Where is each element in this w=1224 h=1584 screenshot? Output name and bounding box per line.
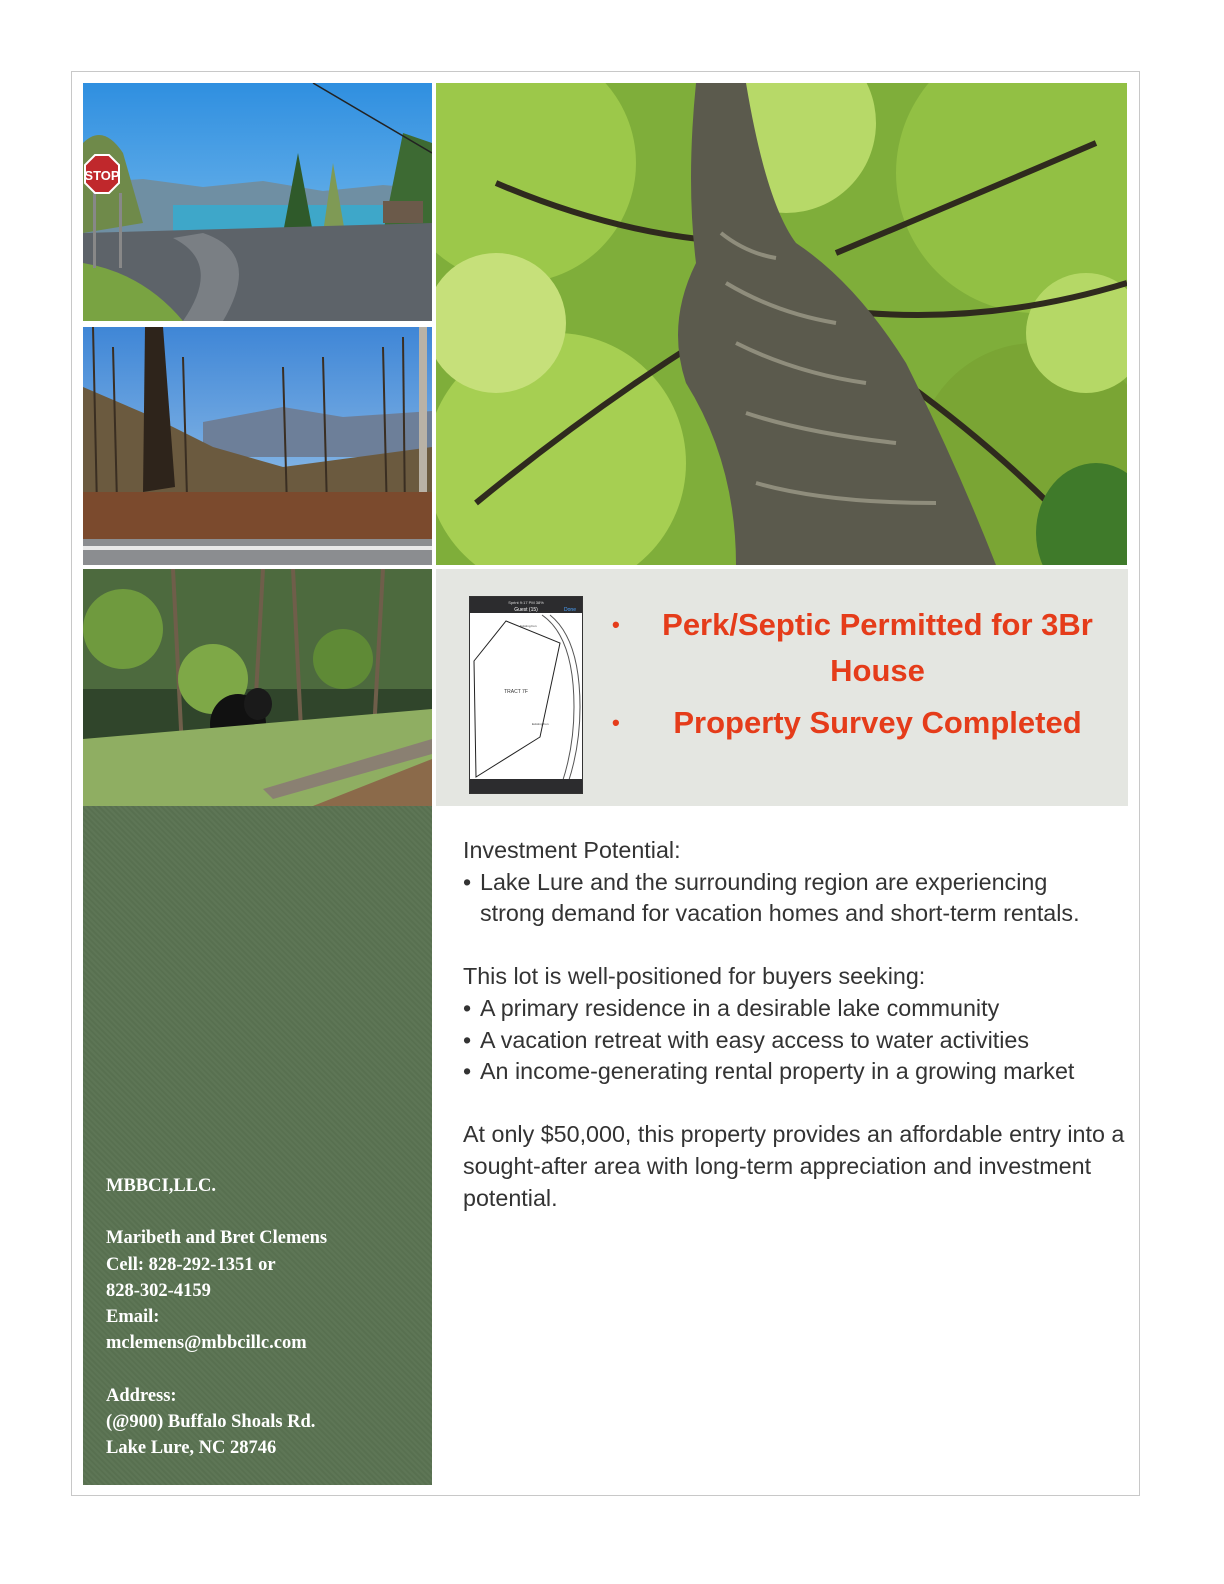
buyer-bullet: • A vacation retreat with easy access to water activities: [463, 1025, 1153, 1057]
bear-in-woods-photo: [83, 569, 432, 806]
contact-info: [106, 1173, 426, 1462]
cell-line-2: 828-302-4159: [106, 1280, 211, 1301]
highlights-list: [600, 602, 1110, 746]
investment-text: [463, 835, 1153, 1214]
survey-note-1: Existing Iron: [520, 624, 537, 628]
oak-tree-photo: [436, 83, 1127, 565]
contact-names: Maribeth and Bret Clemens: [106, 1228, 328, 1249]
lake-road-photo: [83, 83, 432, 321]
stop-sign-text: STOP: [84, 168, 120, 183]
survey-tract-label: TRACT 7F: [504, 689, 528, 695]
email-label: Email:: [106, 1307, 160, 1328]
cell-line-1: Cell: 828-292-1351 or: [106, 1254, 276, 1275]
company-name: MBBCI,LLC.: [106, 1176, 216, 1196]
survey-title: Guest (15): [514, 607, 538, 613]
highlight-text: Perk/Septic Permitted for 3Br House: [662, 607, 1093, 688]
highlight-item: [600, 700, 1110, 746]
buyer-bullet: • An income-generating rental property in a growing market: [463, 1056, 1153, 1088]
survey-note-2: Existing Iron: [532, 722, 549, 726]
wooded-lot-photo: [83, 327, 432, 565]
bullet-dot: •: [612, 612, 620, 637]
address-line-1: (@900) Buffalo Shoals Rd.: [106, 1412, 316, 1433]
survey-screenshot: [470, 597, 582, 793]
closing-paragraph: At only $50,000, this property provides an affordable entry into a sought-after area with long-term appreciation and investment potential.: [463, 1121, 1125, 1211]
address-label: Address:: [106, 1385, 177, 1406]
highlight-item: [600, 602, 1110, 694]
bullet-dot: •: [612, 710, 620, 735]
investment-heading: Investment Potential:: [463, 837, 681, 863]
address-line-2: Lake Lure, NC 28746: [106, 1438, 277, 1459]
buyers-heading: This lot is well-positioned for buyers seeking:: [463, 963, 926, 990]
highlight-text: Property Survey Completed: [673, 705, 1082, 740]
buyer-bullet: • A primary residence in a desirable lake community: [463, 993, 1153, 1025]
investment-bullet: • Lake Lure and the surrounding region are experiencing strong demand for vacation homes and short-term rentals.: [463, 867, 1110, 930]
survey-done: Done: [564, 607, 576, 613]
email-address: mclemens@mbbcillc.com: [106, 1333, 307, 1354]
survey-status-bar: Sprint 9:17 PM 38%: [508, 600, 544, 605]
